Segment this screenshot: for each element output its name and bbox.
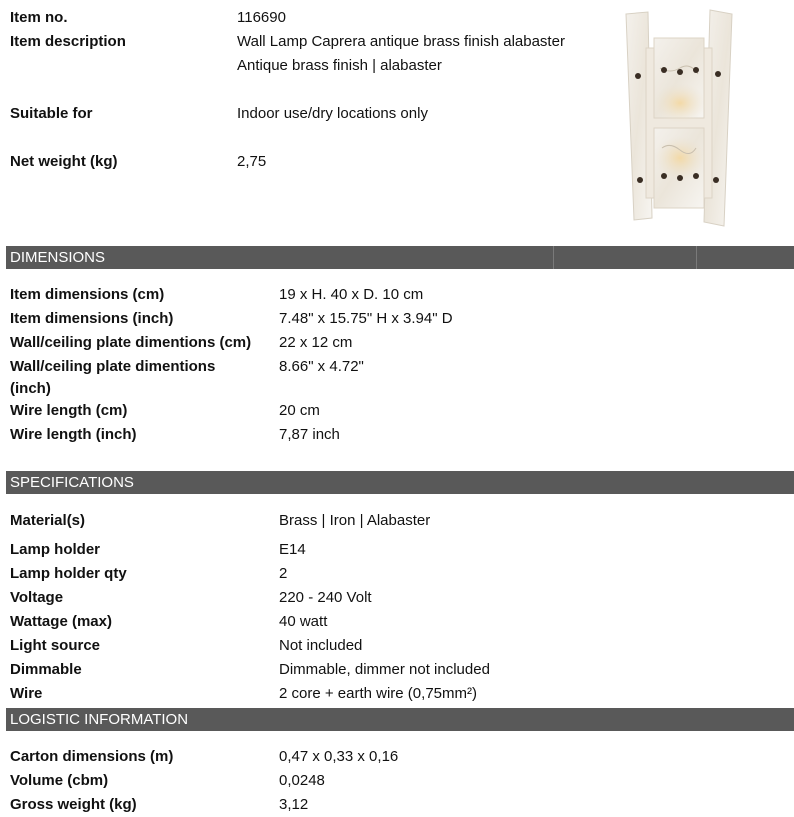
row-label: Item dimensions (cm) — [10, 286, 165, 303]
row-label: Voltage — [10, 589, 64, 606]
row-label: Light source — [10, 637, 101, 654]
item-description-value: Wall Lamp Caprera antique brass finish alabaster — [237, 33, 565, 50]
row-value: 8.66" x 4.72" — [279, 358, 364, 375]
logistics-header — [6, 708, 794, 731]
row-value: 7.48" x 15.75" H x 3.94" D — [279, 310, 453, 327]
row-value: 19 x H. 40 x D. 10 cm — [279, 286, 424, 303]
row-value: E14 — [279, 541, 306, 558]
row-label: Wire — [10, 685, 43, 702]
row-label: Wire length (cm) — [10, 402, 128, 419]
row-value: 3,12 — [279, 796, 309, 813]
dimensions-header — [6, 246, 794, 269]
item-description-value-2: Antique brass finish | alabaster — [237, 57, 442, 74]
row-value: 2 — [279, 565, 288, 582]
row-value: Not included — [279, 637, 363, 654]
row-value: 7,87 inch — [279, 426, 340, 443]
row-label: Wattage (max) — [10, 613, 112, 630]
row-value: 2 core + earth wire (0,75mm²) — [279, 685, 477, 702]
item-no-label: Item no. — [10, 9, 68, 26]
row-value: 0,47 x 0,33 x 0,16 — [279, 748, 399, 765]
suitable-for-value: Indoor use/dry locations only — [237, 105, 428, 122]
row-label: Lamp holder — [10, 541, 101, 558]
row-label: Wire length (inch) — [10, 426, 137, 443]
logistics-title: LOGISTIC INFORMATION — [10, 711, 189, 728]
row-value: 220 - 240 Volt — [279, 589, 372, 606]
row-label: Dimmable — [10, 661, 82, 678]
row-value: 0,0248 — [279, 772, 325, 789]
row-value: 40 watt — [279, 613, 328, 630]
header-divider — [696, 246, 697, 269]
product-image — [620, 8, 740, 234]
row-label: Lamp holder qty — [10, 565, 127, 582]
row-label: Material(s) — [10, 512, 86, 529]
item-description-label: Item description — [10, 33, 126, 50]
row-label: Gross weight (kg) — [10, 796, 137, 813]
net-weight-value: 2,75 — [237, 153, 267, 170]
row-value: 22 x 12 cm — [279, 334, 353, 351]
row-label: Wall/ceiling plate dimentions (cm) — [10, 334, 252, 351]
row-value: Dimmable, dimmer not included — [279, 661, 490, 678]
row-label: Wall/ceiling plate dimentions — [10, 358, 216, 375]
row-label: Volume (cbm) — [10, 772, 109, 789]
item-no-value: 116690 — [237, 9, 286, 26]
row-label: (inch) — [10, 380, 51, 397]
header-divider — [553, 246, 554, 269]
dimensions-title: DIMENSIONS — [10, 249, 106, 266]
net-weight-label: Net weight (kg) — [10, 153, 118, 170]
row-label: Carton dimensions (m) — [10, 748, 174, 765]
specifications-title: SPECIFICATIONS — [10, 474, 134, 491]
row-value: Brass | Iron | Alabaster — [279, 512, 431, 529]
row-label: Item dimensions (inch) — [10, 310, 174, 327]
specifications-header — [6, 471, 794, 494]
suitable-for-label: Suitable for — [10, 105, 93, 122]
row-value: 20 cm — [279, 402, 320, 419]
